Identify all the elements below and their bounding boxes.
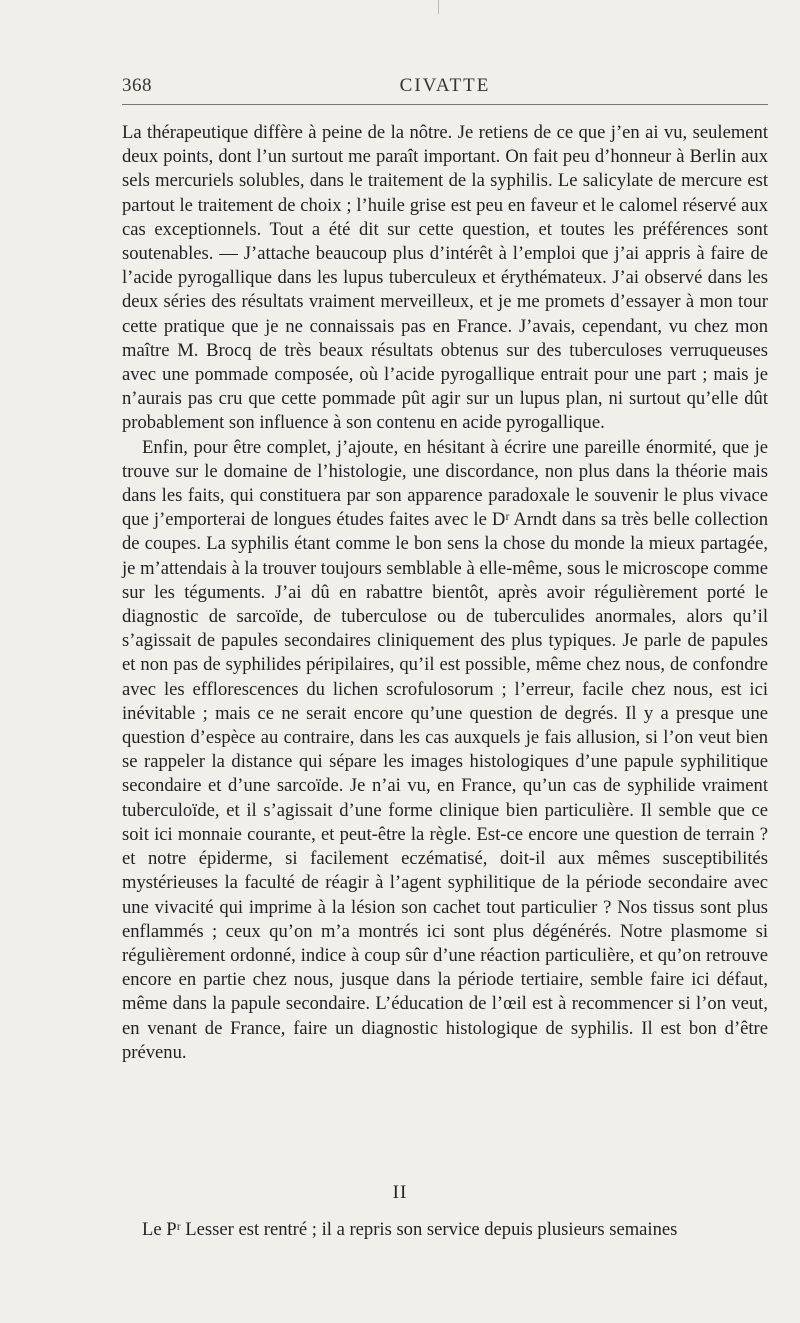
header-rule [122, 104, 768, 105]
page-header [122, 75, 768, 99]
body-text [122, 121, 768, 1065]
section-number: II [392, 1182, 408, 1203]
margin-mark [438, 0, 439, 14]
page-number: 368 [122, 75, 152, 96]
paragraph: La thérapeutique diffère à peine de la nôtre. Je retiens de ce que j’en ai vu, seulement deux points, dont l’un surtout me paraît important. On fait peu d’honneur à Berlin aux sels mercuriels solubles, dans le traitement de la syphilis. Le salicylate de mercure est partout le traitement de choix ; l’huile grise est peu en faveur et le calomel réservé aux cas exceptionnels. Tout a été dit sur cette question, et toutes les préférences sont soutenables. — J’attache beaucoup plus d’intérêt à l’emploi que j’ai appris à faire de l’acide pyrogallique dans les lupus tuberculeux et érythémateux. J’ai observé dans les deux séries des résultats vraiment merveilleux, et je me promets d’essayer à mon tour cette pratique que je ne connaissais pas en France. J’avais, cependant, vu chez mon maître M. Brocq de très beaux résultats obtenus sur des tuberculoses verruqueuses avec une pommade composée, où l’acide pyrogallique entrait pour une part ; mais je n’aurais pas cru que cette pommade pût agir sur un lupus plan, ni surtout qu’elle dût probablement son influence à son contenu en acide pyrogallique. [122, 122, 768, 434]
paragraph-start: Le Pʳ Lesser est rentré ; il a repris son service depuis plusieurs semaines [142, 1219, 678, 1240]
paragraph: Enfin, pour être complet, j’ajoute, en hésitant à écrire une pareille énormité, que je trouve sur le domaine de l’histologie, une discordance, non plus dans la théorie mais dans les faits, qui constituera par son apparence paradoxale le souvenir le plus vivace que j’emporterai de longues études faites avec le Dʳ Arndt dans sa très belle collection de coupes. La syphilis étant comme le bon sens la chose du monde la mieux partagée, je m’attendais à la trouver toujours semblable à elle-même, sous le microscope comme sur les téguments. J’ai dû en rabattre bientôt, après avoir régulièrement porté le diagnostic de sarcoïde, de tuberculose ou de tuberculides anormales, alors qu’il s’agissait de papules secondaires cliniquement des plus typiques. Je parle de papules et non pas de syphilides péripilaires, qu’il est possible, même chez nous, de confondre avec les efflorescences du lichen scrofulosorum ; l’erreur, facile chez nous, est ici inévitable ; mais ce ne serait encore qu’une question de degrés. Il y a presque une question d’espèce au contraire, dans les cas auxquels je fais allusion, si l’on veut bien se rappeler la distance qui sépare les images histologiques d’une papule syphilitique secondaire et d’une sarcoïde. Je n’ai vu, en France, qu’un cas de syphilide vraiment tuberculoïde, et il s’agissait d’une forme clinique bien particulière. Il semble que ce soit ici monnaie courante, et peut-être la règle. Est-ce encore une question de terrain ? et notre épiderme, si facilement eczématisé, doit-il aux mêmes susceptibilités mystérieuses la faculté de réagir à l’agent syphilitique de la période secondaire avec une vivacité qui imprime à la lésion son cachet tout particulier ? Nos tissus sont plus enflammés ; ceux qu’on m’a montrés ici sont plus dégénérés. Notre plasmome si régulièrement ordonné, indice à coup sûr d’une réaction particulière, et qu’on retrouve encore en partie chez nous, jusque dans la période tertiaire, semble faire ici défaut, même dans la papule secondaire. L’éducation de l’œil est à recommencer si l’on veut, en venant de France, faire un diagnostic histologique de syphilis. Il est bon d’être prévenu. [122, 436, 768, 1063]
running-head: CIVATTE [399, 75, 491, 96]
